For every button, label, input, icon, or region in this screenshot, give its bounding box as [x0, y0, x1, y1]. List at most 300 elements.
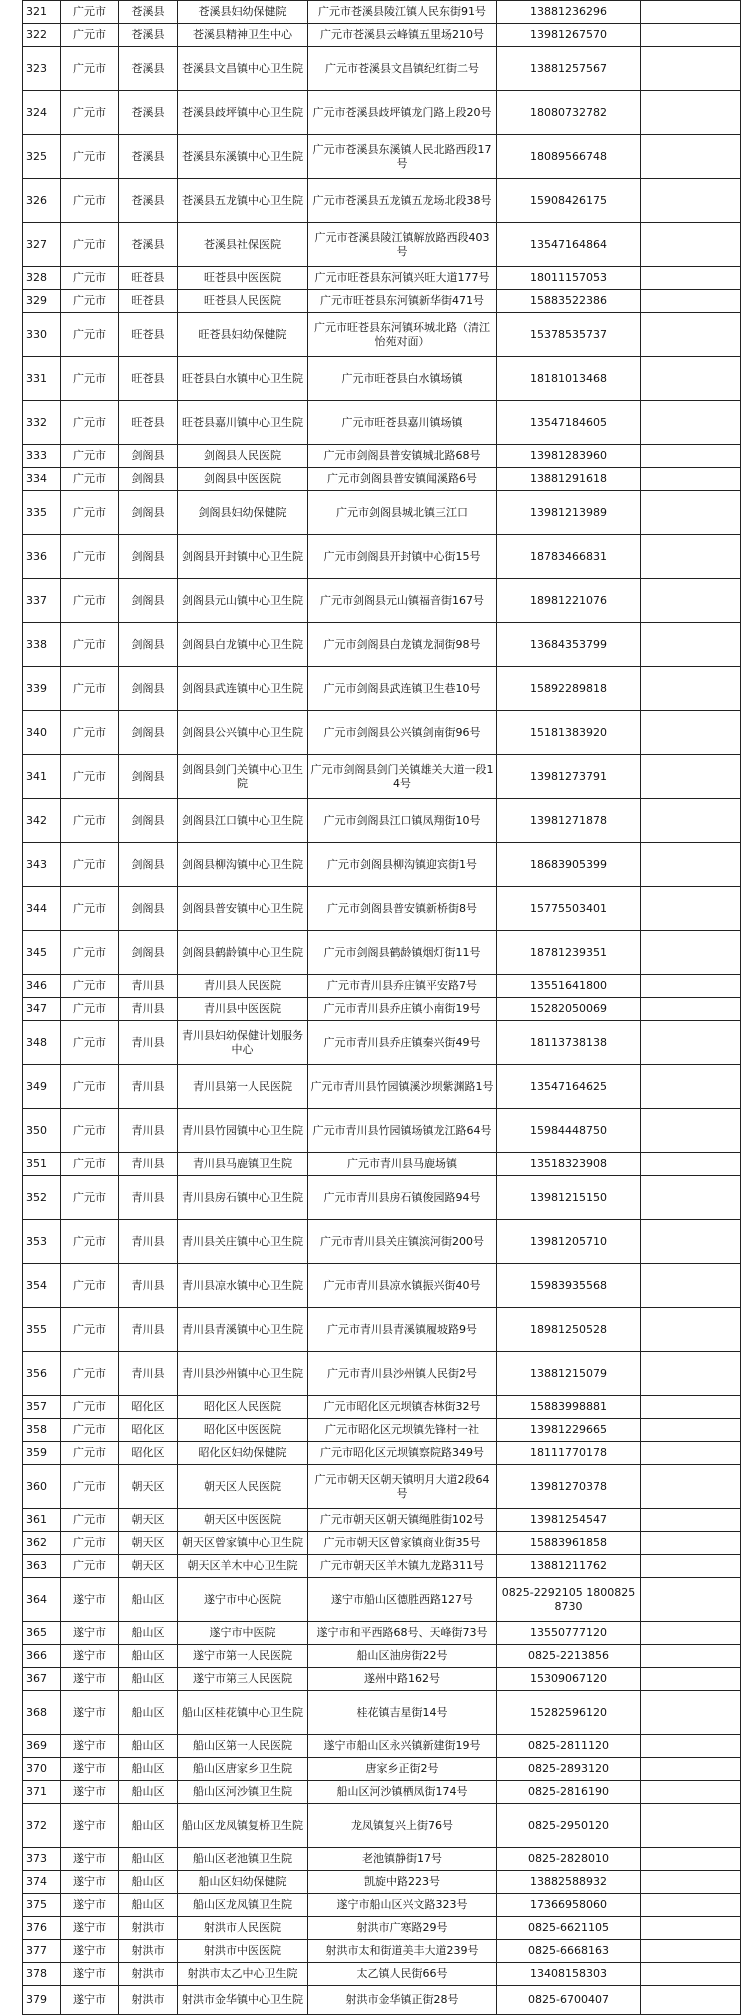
cell-institution: 昭化区人民医院	[178, 1396, 308, 1419]
cell-index: 372	[23, 1804, 61, 1848]
cell-phone: 13981273791	[497, 755, 641, 799]
cell-index: 338	[23, 623, 61, 667]
cell-empty	[641, 1220, 741, 1264]
cell-city: 遂宁市	[61, 1781, 119, 1804]
cell-institution: 剑阁县中医医院	[178, 468, 308, 491]
cell-address: 广元市剑阁县普安镇新桥街8号	[308, 887, 497, 931]
cell-empty	[641, 1668, 741, 1691]
cell-phone: 0825-2816190	[497, 1781, 641, 1804]
cell-phone: 15983935568	[497, 1264, 641, 1308]
cell-empty	[641, 1578, 741, 1622]
cell-empty	[641, 1, 741, 24]
cell-address: 广元市剑阁县普安镇城北路68号	[308, 445, 497, 468]
cell-county: 昭化区	[119, 1396, 178, 1419]
cell-city: 遂宁市	[61, 1735, 119, 1758]
cell-county: 剑阁县	[119, 711, 178, 755]
cell-city: 广元市	[61, 1264, 119, 1308]
table-row	[23, 1735, 741, 1758]
cell-institution: 船山区桂花镇中心卫生院	[178, 1691, 308, 1735]
cell-index: 331	[23, 357, 61, 401]
cell-empty	[641, 491, 741, 535]
cell-institution: 船山区河沙镇卫生院	[178, 1781, 308, 1804]
cell-index: 337	[23, 579, 61, 623]
table-row	[23, 1109, 741, 1153]
cell-empty	[641, 1264, 741, 1308]
cell-empty	[641, 47, 741, 91]
table-row	[23, 1691, 741, 1735]
cell-county: 苍溪县	[119, 24, 178, 47]
cell-city: 广元市	[61, 1, 119, 24]
cell-empty	[641, 445, 741, 468]
cell-institution: 苍溪县文昌镇中心卫生院	[178, 47, 308, 91]
cell-city: 广元市	[61, 843, 119, 887]
cell-city: 遂宁市	[61, 1668, 119, 1691]
cell-empty	[641, 267, 741, 290]
table-row	[23, 267, 741, 290]
cell-empty	[641, 1848, 741, 1871]
table-row	[23, 1758, 741, 1781]
cell-county: 剑阁县	[119, 887, 178, 931]
cell-institution: 苍溪县妇幼保健院	[178, 1, 308, 24]
table-row	[23, 290, 741, 313]
cell-index: 349	[23, 1065, 61, 1109]
cell-institution: 剑阁县江口镇中心卫生院	[178, 799, 308, 843]
table-row	[23, 1176, 741, 1220]
table-row	[23, 135, 741, 179]
cell-city: 广元市	[61, 223, 119, 267]
cell-phone: 15378535737	[497, 313, 641, 357]
cell-city: 广元市	[61, 887, 119, 931]
cell-phone: 18181013468	[497, 357, 641, 401]
cell-index: 365	[23, 1622, 61, 1645]
cell-phone: 13882588932	[497, 1871, 641, 1894]
cell-phone: 13408158303	[497, 1963, 641, 1986]
cell-index: 355	[23, 1308, 61, 1352]
cell-address: 射洪市金华镇正街28号	[308, 1986, 497, 2015]
table-row	[23, 667, 741, 711]
cell-address: 广元市剑阁县公兴镇剑南街96号	[308, 711, 497, 755]
cell-phone: 18011157053	[497, 267, 641, 290]
table-row	[23, 1442, 741, 1465]
cell-city: 广元市	[61, 1153, 119, 1176]
cell-phone: 13547164625	[497, 1065, 641, 1109]
cell-institution: 剑阁县鹤龄镇中心卫生院	[178, 931, 308, 975]
cell-empty	[641, 1153, 741, 1176]
cell-address: 广元市青川县青溪镇履坡路9号	[308, 1308, 497, 1352]
table-row	[23, 1622, 741, 1645]
cell-empty	[641, 623, 741, 667]
cell-address: 广元市昭化区元坝镇杏林街32号	[308, 1396, 497, 1419]
cell-index: 373	[23, 1848, 61, 1871]
cell-address: 广元市青川县乔庄镇平安路7号	[308, 975, 497, 998]
cell-empty	[641, 1963, 741, 1986]
table-row	[23, 887, 741, 931]
cell-empty	[641, 1109, 741, 1153]
table-row	[23, 1419, 741, 1442]
cell-empty	[641, 135, 741, 179]
cell-empty	[641, 1352, 741, 1396]
cell-city: 广元市	[61, 1555, 119, 1578]
cell-address: 广元市青川县竹园镇场镇龙江路64号	[308, 1109, 497, 1153]
cell-empty	[641, 223, 741, 267]
cell-city: 广元市	[61, 1509, 119, 1532]
cell-index: 352	[23, 1176, 61, 1220]
cell-address: 广元市朝天区羊木镇九龙路311号	[308, 1555, 497, 1578]
cell-city: 遂宁市	[61, 1963, 119, 1986]
cell-phone: 15309067120	[497, 1668, 641, 1691]
table-row	[23, 1021, 741, 1065]
cell-institution: 朝天区人民医院	[178, 1465, 308, 1509]
cell-city: 广元市	[61, 1419, 119, 1442]
cell-index: 335	[23, 491, 61, 535]
cell-index: 325	[23, 135, 61, 179]
cell-city: 遂宁市	[61, 1986, 119, 2015]
cell-empty	[641, 1021, 741, 1065]
cell-phone: 17366958060	[497, 1894, 641, 1917]
cell-empty	[641, 1532, 741, 1555]
table-row	[23, 843, 741, 887]
cell-city: 广元市	[61, 357, 119, 401]
cell-phone: 13981205710	[497, 1220, 641, 1264]
cell-empty	[641, 357, 741, 401]
cell-county: 青川县	[119, 1176, 178, 1220]
cell-empty	[641, 1894, 741, 1917]
cell-index: 361	[23, 1509, 61, 1532]
cell-empty	[641, 1781, 741, 1804]
cell-city: 广元市	[61, 1442, 119, 1465]
cell-empty	[641, 1176, 741, 1220]
cell-city: 遂宁市	[61, 1645, 119, 1668]
table-row	[23, 1894, 741, 1917]
cell-county: 剑阁县	[119, 491, 178, 535]
cell-empty	[641, 1871, 741, 1894]
cell-county: 朝天区	[119, 1555, 178, 1578]
cell-address: 桂花镇吉星街14号	[308, 1691, 497, 1735]
cell-empty	[641, 1940, 741, 1963]
cell-city: 广元市	[61, 290, 119, 313]
cell-address: 广元市剑阁县城北镇三江口	[308, 491, 497, 535]
cell-index: 359	[23, 1442, 61, 1465]
table-row	[23, 1917, 741, 1940]
cell-institution: 射洪市人民医院	[178, 1917, 308, 1940]
table-row	[23, 1963, 741, 1986]
table-row	[23, 401, 741, 445]
cell-empty	[641, 1804, 741, 1848]
cell-city: 广元市	[61, 491, 119, 535]
cell-address: 广元市剑阁县剑门关镇雄关大道一段14号	[308, 755, 497, 799]
cell-index: 344	[23, 887, 61, 931]
cell-county: 剑阁县	[119, 535, 178, 579]
cell-city: 广元市	[61, 1109, 119, 1153]
cell-institution: 青川县青溪镇中心卫生院	[178, 1308, 308, 1352]
cell-county: 旺苍县	[119, 267, 178, 290]
cell-city: 广元市	[61, 975, 119, 998]
cell-address: 广元市昭化区元坝镇察院路349号	[308, 1442, 497, 1465]
table-row	[23, 1065, 741, 1109]
cell-institution: 青川县妇幼保健计划服务中心	[178, 1021, 308, 1065]
cell-institution: 青川县中医医院	[178, 998, 308, 1021]
cell-county: 青川县	[119, 1352, 178, 1396]
cell-county: 苍溪县	[119, 1, 178, 24]
cell-city: 遂宁市	[61, 1804, 119, 1848]
table-row	[23, 1220, 741, 1264]
cell-phone: 0825-2828010	[497, 1848, 641, 1871]
cell-city: 广元市	[61, 1308, 119, 1352]
cell-address: 广元市旺苍县东河镇环城北路（清江怡苑对面）	[308, 313, 497, 357]
cell-phone: 18783466831	[497, 535, 641, 579]
cell-county: 剑阁县	[119, 579, 178, 623]
cell-phone: 13881215079	[497, 1352, 641, 1396]
cell-address: 遂宁市船山区永兴镇新建街19号	[308, 1735, 497, 1758]
cell-address: 老池镇静街17号	[308, 1848, 497, 1871]
cell-institution: 苍溪县歧坪镇中心卫生院	[178, 91, 308, 135]
table-row	[23, 1264, 741, 1308]
cell-phone: 13881291618	[497, 468, 641, 491]
cell-index: 321	[23, 1, 61, 24]
cell-county: 剑阁县	[119, 468, 178, 491]
cell-empty	[641, 290, 741, 313]
cell-institution: 剑阁县白龙镇中心卫生院	[178, 623, 308, 667]
cell-empty	[641, 1419, 741, 1442]
table-row	[23, 1848, 741, 1871]
cell-index: 341	[23, 755, 61, 799]
table-row	[23, 755, 741, 799]
cell-empty	[641, 1917, 741, 1940]
cell-county: 射洪市	[119, 1940, 178, 1963]
cell-phone: 18089566748	[497, 135, 641, 179]
table-row	[23, 1804, 741, 1848]
cell-phone: 15908426175	[497, 179, 641, 223]
cell-county: 射洪市	[119, 1986, 178, 2015]
cell-institution: 遂宁市中心医院	[178, 1578, 308, 1622]
cell-county: 青川县	[119, 1109, 178, 1153]
cell-phone: 18111770178	[497, 1442, 641, 1465]
cell-city: 广元市	[61, 667, 119, 711]
cell-county: 青川县	[119, 1065, 178, 1109]
cell-empty	[641, 1555, 741, 1578]
table-row	[23, 535, 741, 579]
cell-address: 遂宁市和平西路68号、天峰街73号	[308, 1622, 497, 1645]
table-row	[23, 47, 741, 91]
cell-empty	[641, 1509, 741, 1532]
cell-city: 广元市	[61, 579, 119, 623]
cell-index: 377	[23, 1940, 61, 1963]
cell-index: 345	[23, 931, 61, 975]
cell-county: 船山区	[119, 1691, 178, 1735]
cell-institution: 船山区第一人民医院	[178, 1735, 308, 1758]
cell-city: 广元市	[61, 468, 119, 491]
cell-county: 船山区	[119, 1781, 178, 1804]
cell-institution: 苍溪县东溪镇中心卫生院	[178, 135, 308, 179]
cell-phone: 13881257567	[497, 47, 641, 91]
cell-phone: 13881211762	[497, 1555, 641, 1578]
table-row	[23, 579, 741, 623]
cell-index: 343	[23, 843, 61, 887]
cell-phone: 13981283960	[497, 445, 641, 468]
cell-address: 广元市旺苍县白水镇场镇	[308, 357, 497, 401]
cell-institution: 旺苍县中医医院	[178, 267, 308, 290]
cell-institution: 剑阁县人民医院	[178, 445, 308, 468]
cell-institution: 剑阁县元山镇中心卫生院	[178, 579, 308, 623]
cell-county: 青川县	[119, 998, 178, 1021]
cell-county: 昭化区	[119, 1419, 178, 1442]
cell-city: 广元市	[61, 799, 119, 843]
table-row	[23, 623, 741, 667]
cell-institution: 青川县第一人民医院	[178, 1065, 308, 1109]
cell-address: 广元市旺苍县东河镇兴旺大道177号	[308, 267, 497, 290]
cell-address: 广元市青川县乔庄镇小南街19号	[308, 998, 497, 1021]
cell-city: 遂宁市	[61, 1622, 119, 1645]
cell-county: 射洪市	[119, 1963, 178, 1986]
cell-address: 广元市旺苍县嘉川镇场镇	[308, 401, 497, 445]
cell-institution: 旺苍县白水镇中心卫生院	[178, 357, 308, 401]
cell-address: 广元市剑阁县白龙镇龙洞街98号	[308, 623, 497, 667]
cell-city: 广元市	[61, 1532, 119, 1555]
cell-city: 广元市	[61, 1220, 119, 1264]
cell-city: 广元市	[61, 535, 119, 579]
cell-city: 遂宁市	[61, 1894, 119, 1917]
table-row	[23, 1532, 741, 1555]
cell-institution: 船山区龙凤镇卫生院	[178, 1894, 308, 1917]
cell-phone: 0825-2893120	[497, 1758, 641, 1781]
cell-city: 广元市	[61, 47, 119, 91]
cell-index: 356	[23, 1352, 61, 1396]
cell-county: 青川县	[119, 1153, 178, 1176]
cell-county: 青川县	[119, 975, 178, 998]
cell-county: 青川县	[119, 1021, 178, 1065]
table-row	[23, 1555, 741, 1578]
cell-city: 广元市	[61, 313, 119, 357]
cell-county: 船山区	[119, 1894, 178, 1917]
cell-address: 射洪市广寒路29号	[308, 1917, 497, 1940]
cell-index: 327	[23, 223, 61, 267]
cell-address: 广元市剑阁县开封镇中心街15号	[308, 535, 497, 579]
cell-address: 广元市青川县凉水镇振兴街40号	[308, 1264, 497, 1308]
cell-phone: 15883522386	[497, 290, 641, 313]
cell-institution: 剑阁县剑门关镇中心卫生院	[178, 755, 308, 799]
cell-address: 遂州中路162号	[308, 1668, 497, 1691]
cell-institution: 青川县凉水镇中心卫生院	[178, 1264, 308, 1308]
table-row	[23, 468, 741, 491]
cell-address: 船山区油房街22号	[308, 1645, 497, 1668]
cell-phone: 13981215150	[497, 1176, 641, 1220]
table-row	[23, 1645, 741, 1668]
cell-phone: 0825-2811120	[497, 1735, 641, 1758]
cell-address: 广元市苍溪县歧坪镇龙门路上段20号	[308, 91, 497, 135]
cell-phone: 0825-2950120	[497, 1804, 641, 1848]
table-row	[23, 91, 741, 135]
cell-county: 苍溪县	[119, 135, 178, 179]
cell-index: 379	[23, 1986, 61, 2015]
cell-index: 346	[23, 975, 61, 998]
cell-phone: 13981254547	[497, 1509, 641, 1532]
cell-county: 剑阁县	[119, 755, 178, 799]
table-row	[23, 799, 741, 843]
cell-phone: 18981221076	[497, 579, 641, 623]
cell-address: 广元市苍溪县陵江镇解放路西段403号	[308, 223, 497, 267]
cell-city: 广元市	[61, 1396, 119, 1419]
cell-phone: 13981213989	[497, 491, 641, 535]
table-row	[23, 223, 741, 267]
cell-phone: 15883961858	[497, 1532, 641, 1555]
cell-institution: 青川县房石镇中心卫生院	[178, 1176, 308, 1220]
cell-phone: 13981267570	[497, 24, 641, 47]
cell-address: 龙凤镇复兴上街76号	[308, 1804, 497, 1848]
cell-county: 朝天区	[119, 1509, 178, 1532]
cell-institution: 苍溪县社保医院	[178, 223, 308, 267]
cell-city: 遂宁市	[61, 1917, 119, 1940]
cell-institution: 朝天区中医医院	[178, 1509, 308, 1532]
cell-index: 354	[23, 1264, 61, 1308]
cell-city: 广元市	[61, 24, 119, 47]
cell-phone: 13551641800	[497, 975, 641, 998]
cell-index: 334	[23, 468, 61, 491]
cell-city: 广元市	[61, 267, 119, 290]
cell-index: 332	[23, 401, 61, 445]
cell-index: 368	[23, 1691, 61, 1735]
cell-institution: 青川县马鹿镇卫生院	[178, 1153, 308, 1176]
cell-empty	[641, 843, 741, 887]
cell-institution: 船山区老池镇卫生院	[178, 1848, 308, 1871]
cell-address: 太乙镇人民街66号	[308, 1963, 497, 1986]
cell-city: 遂宁市	[61, 1691, 119, 1735]
cell-county: 剑阁县	[119, 623, 178, 667]
cell-index: 326	[23, 179, 61, 223]
cell-phone: 13547184605	[497, 401, 641, 445]
cell-institution: 剑阁县普安镇中心卫生院	[178, 887, 308, 931]
cell-city: 广元市	[61, 1021, 119, 1065]
cell-phone: 13518323908	[497, 1153, 641, 1176]
cell-phone: 13684353799	[497, 623, 641, 667]
cell-phone: 13550777120	[497, 1622, 641, 1645]
cell-address: 广元市苍溪县东溪镇人民北路西段17号	[308, 135, 497, 179]
cell-city: 广元市	[61, 755, 119, 799]
cell-city: 广元市	[61, 91, 119, 135]
cell-county: 苍溪县	[119, 179, 178, 223]
cell-index: 350	[23, 1109, 61, 1153]
table-row	[23, 1668, 741, 1691]
cell-address: 广元市剑阁县元山镇福音街167号	[308, 579, 497, 623]
cell-institution: 剑阁县开封镇中心卫生院	[178, 535, 308, 579]
cell-address: 遂宁市船山区兴文路323号	[308, 1894, 497, 1917]
table-row	[23, 711, 741, 755]
cell-institution: 青川县竹园镇中心卫生院	[178, 1109, 308, 1153]
cell-address: 遂宁市船山区德胜西路127号	[308, 1578, 497, 1622]
cell-city: 广元市	[61, 135, 119, 179]
table-row	[23, 1465, 741, 1509]
cell-city: 遂宁市	[61, 1758, 119, 1781]
cell-index: 371	[23, 1781, 61, 1804]
cell-institution: 遂宁市中医院	[178, 1622, 308, 1645]
cell-address: 广元市苍溪县陵江镇人民东街91号	[308, 1, 497, 24]
cell-index: 351	[23, 1153, 61, 1176]
cell-city: 遂宁市	[61, 1871, 119, 1894]
cell-city: 广元市	[61, 1352, 119, 1396]
cell-institution: 苍溪县精神卫生中心	[178, 24, 308, 47]
cell-index: 374	[23, 1871, 61, 1894]
cell-phone: 18113738138	[497, 1021, 641, 1065]
cell-address: 广元市苍溪县文昌镇纪红街二号	[308, 47, 497, 91]
cell-empty	[641, 711, 741, 755]
cell-institution: 剑阁县妇幼保健院	[178, 491, 308, 535]
cell-county: 剑阁县	[119, 667, 178, 711]
cell-index: 369	[23, 1735, 61, 1758]
cell-empty	[641, 975, 741, 998]
cell-index: 362	[23, 1532, 61, 1555]
cell-address: 船山区河沙镇栖凤街174号	[308, 1781, 497, 1804]
table-row	[23, 1509, 741, 1532]
cell-institution: 剑阁县武连镇中心卫生院	[178, 667, 308, 711]
